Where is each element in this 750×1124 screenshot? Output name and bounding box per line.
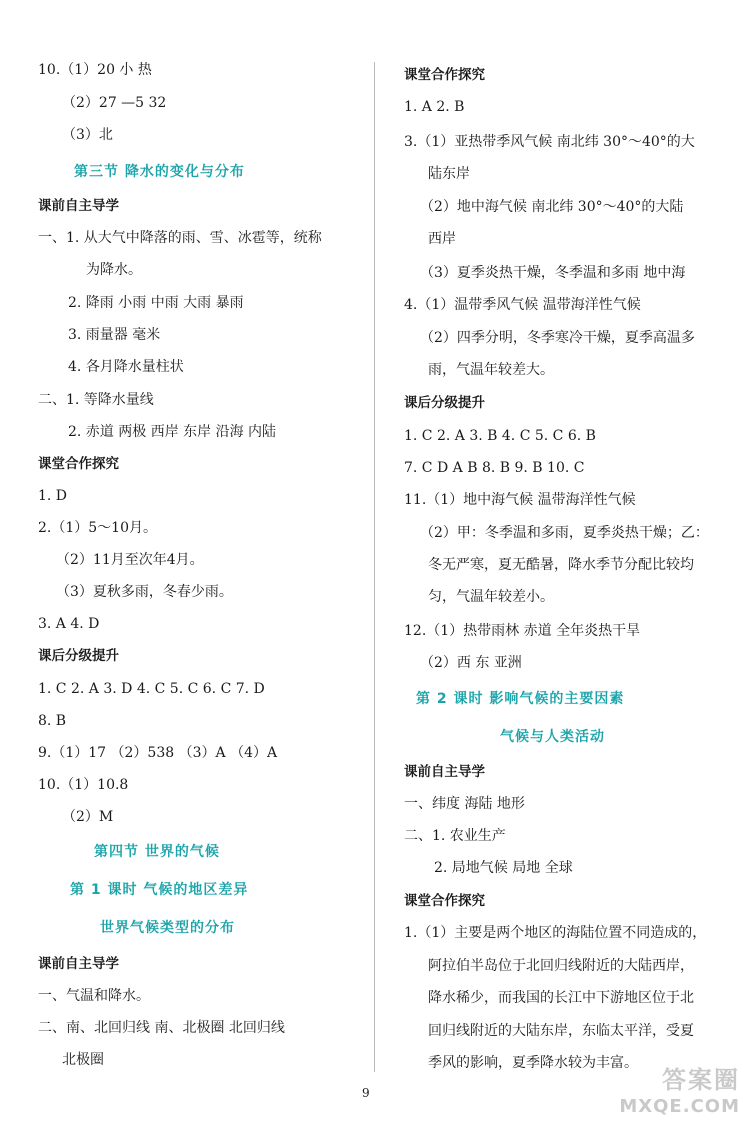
- answer-line: （3）北: [62, 127, 113, 143]
- subsection-heading: 课前自主导学: [38, 956, 119, 972]
- answer-line: 回归线附近的大陆东岸，东临太平洋，受夏: [428, 1023, 694, 1039]
- answer-line: 二、1. 农业生产: [404, 828, 506, 844]
- answer-line: 1. A 2. B: [404, 99, 465, 115]
- subsection-heading: 课前自主导学: [404, 764, 485, 780]
- answer-line: 2. 赤道 两极 西岸 东岸 沿海 内陆: [68, 424, 277, 440]
- watermark-url: MXQE.COM: [619, 1096, 740, 1117]
- subsection-heading: 课堂合作探究: [404, 893, 485, 909]
- answer-line: 1. C 2. A 3. D 4. C 5. C 6. C 7. D: [38, 681, 265, 697]
- answer-line: 季风的影响，夏季降水较为丰富。: [428, 1055, 638, 1071]
- answer-line: 1. D: [38, 488, 68, 504]
- answer-line: 陆东岸: [428, 166, 470, 182]
- answer-line: 10.（1）10.8: [38, 777, 129, 793]
- answer-line: （2）甲：冬季温和多雨，夏季炎热干燥；乙：: [420, 525, 709, 541]
- lesson-subtitle: 世界气候类型的分布: [100, 920, 235, 936]
- answer-line: （2）M: [62, 809, 114, 825]
- subsection-heading: 课堂合作探究: [404, 67, 485, 83]
- answer-line: 雨，气温年较差大。: [428, 362, 554, 378]
- answer-line: （2）27 —5 32: [62, 95, 167, 111]
- answer-line: 1. C 2. A 3. B 4. C 5. C 6. B: [404, 428, 596, 444]
- answer-line: （3）夏秋多雨，冬春少雨。: [56, 584, 233, 600]
- answer-line: （2）地中海气候 南北纬 30°～40°的大陆: [420, 199, 684, 215]
- page-number: 9: [362, 1086, 370, 1100]
- answer-line: 2. 降雨 小雨 中雨 大雨 暴雨: [68, 295, 244, 311]
- answer-line: 1.（1）主要是两个地区的海陆位置不同造成的，: [404, 925, 707, 941]
- answer-line: 冬无严寒，夏无酷暑，降水季节分配比较均: [428, 557, 694, 573]
- answer-line: 北极圈: [62, 1052, 104, 1068]
- answer-line: 3. A 4. D: [38, 616, 100, 632]
- lesson-title: 第 1 课时 气候的地区差异: [70, 882, 249, 898]
- answer-line: 10.（1）20 小 热: [38, 62, 152, 78]
- answer-line: （3）夏季炎热干燥，冬季温和多雨 地中海: [420, 265, 686, 281]
- answer-line: 一、纬度 海陆 地形: [404, 796, 525, 812]
- answer-line: 12.（1）热带雨林 赤道 全年炎热干旱: [404, 623, 641, 639]
- answer-line: 11.（1）地中海气候 温带海洋性气候: [404, 492, 636, 508]
- answer-line: 7. C D A B 8. B 9. B 10. C: [404, 460, 585, 476]
- answer-line: 西岸: [428, 231, 456, 247]
- watermark-text: 答案圈: [662, 1066, 740, 1094]
- answer-line: 9.（1）17 （2）538 （3）A （4）A: [38, 745, 278, 761]
- answer-line: （2）西 东 亚洲: [420, 655, 522, 671]
- answer-line: 为降水。: [86, 262, 142, 278]
- subsection-heading: 课前自主导学: [38, 198, 119, 214]
- lesson-title: 第 2 课时 影响气候的主要因素: [416, 691, 625, 707]
- answer-line: 二、1. 等降水量线: [38, 392, 154, 408]
- answer-line: 3.（1）亚热带季风气候 南北纬 30°～40°的大: [404, 134, 695, 150]
- answer-line: （2）11月至次年4月。: [56, 552, 204, 568]
- section-title: 第四节 世界的气候: [94, 844, 220, 860]
- answer-line: 3. 雨量器 毫米: [68, 327, 161, 343]
- column-divider: [374, 62, 375, 1072]
- answer-line: 二、南、北回归线 南、北极圈 北回归线: [38, 1020, 285, 1036]
- answer-line: 降水稀少，而我国的长江中下游地区位于北: [428, 990, 694, 1006]
- subsection-heading: 课堂合作探究: [38, 456, 119, 472]
- answer-line: 一、气温和降水。: [38, 988, 150, 1004]
- section-title: 第三节 降水的变化与分布: [74, 164, 245, 180]
- watermark-logo: [618, 1060, 744, 1122]
- answer-line: 4.（1）温带季风气候 温带海洋性气候: [404, 297, 641, 313]
- answer-line: 2.（1）5～10月。: [38, 520, 157, 536]
- lesson-subtitle: 气候与人类活动: [500, 729, 605, 745]
- answer-line: 4. 各月降水量柱状: [68, 359, 184, 375]
- answer-line: 8. B: [38, 713, 67, 729]
- answer-line: 匀，气温年较差小。: [428, 589, 554, 605]
- answer-line: 阿拉伯半岛位于北回归线附近的大陆西岸，: [428, 958, 694, 974]
- subsection-heading: 课后分级提升: [404, 395, 485, 411]
- answer-line: 2. 局地气候 局地 全球: [434, 860, 573, 876]
- subsection-heading: 课后分级提升: [38, 648, 119, 664]
- answer-line: 一、1. 从大气中降落的雨、雪、冰雹等，统称: [38, 230, 322, 246]
- answer-line: （2）四季分明，冬季寒冷干燥，夏季高温多: [420, 330, 695, 346]
